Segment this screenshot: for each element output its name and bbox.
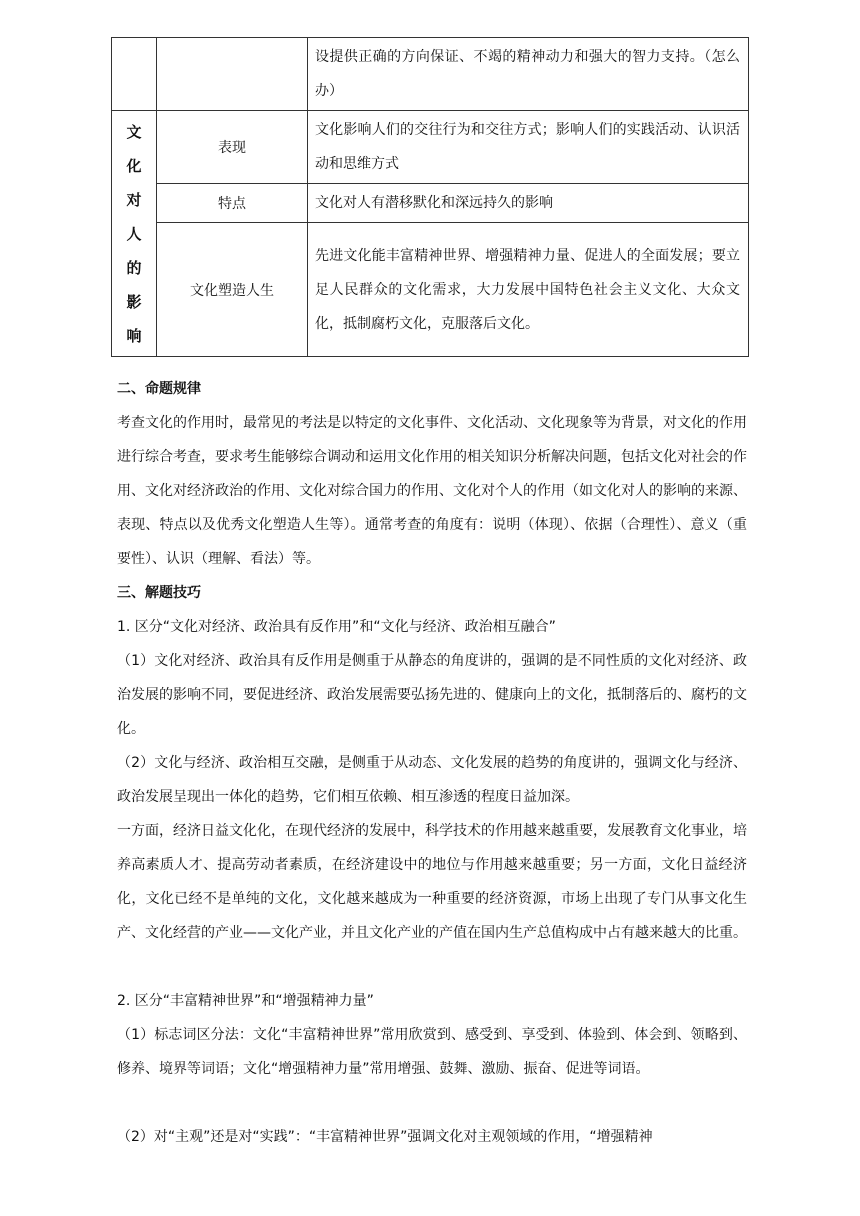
subheading: 2. 区分“丰富精神世界”和“增强精神力量” bbox=[117, 993, 374, 1009]
table-row bbox=[112, 223, 749, 357]
table-row bbox=[112, 184, 749, 223]
row-label: 特点 bbox=[157, 184, 308, 223]
table-row bbox=[112, 38, 749, 111]
row-label: 文化塑造人生 bbox=[157, 223, 308, 357]
paragraph: （2）对“主观”还是对“实践”：“丰富精神世界”强调文化对主观领域的作用，“增强精神 bbox=[117, 1129, 653, 1145]
group-label-char: 文 bbox=[126, 122, 142, 141]
group-label-char: 人 bbox=[126, 224, 142, 243]
group-label-char: 的 bbox=[126, 258, 142, 277]
group-label-char: 对 bbox=[126, 190, 142, 209]
empty-cell bbox=[112, 38, 157, 111]
section-heading: 三、解题技巧 bbox=[117, 585, 201, 601]
subheading: 1. 区分“文化对经济、政治具有反作用”和“文化与经济、政治相互融合” bbox=[117, 619, 556, 635]
culture-impact-table bbox=[111, 37, 749, 357]
paragraph: 考查文化的作用时，最常见的考法是以特定的文化事件、文化活动、文化现象等为背景，对文化的作用进行综合考查，要求考生能够综合调动和运用文化作用的相关知识分析解决问题，包括文化对社会的作用、文化对经济政治的作用、文化对综合国力的作用、文化对个人的作用（如文化对人的影响的来源、表现、特点以及优秀文化塑造人生等）。通常考查的角度有：说明（体现）、依据（合理性）、意义（重要性）、认识（理解、看法）等。 bbox=[117, 415, 747, 567]
paragraph: （1）文化对经济、政治具有反作用是侧重于从静态的角度讲的，强调的是不同性质的文化对经济、政治发展的影响不同，要促进经济、政治发展需要弘扬先进的、健康向上的文化，抵制落后的、腐朽的文化。 bbox=[117, 653, 747, 737]
row-label: 表现 bbox=[157, 111, 308, 184]
table-cell-text: 文化影响人们的交往行为和交往方式；影响人们的实践活动、认识活动和思维方式 bbox=[308, 111, 749, 184]
table-cell-text: 设提供正确的方向保证、不竭的精神动力和强大的智力支持。（怎么办） bbox=[308, 38, 749, 111]
section-heading: 二、命题规律 bbox=[117, 381, 201, 397]
paragraph: 一方面，经济日益文化化，在现代经济的发展中，科学技术的作用越来越重要，发展教育文化事业，培养高素质人才、提高劳动者素质，在经济建设中的地位与作用越来越重要；另一方面，文化日益经济化，文化已经不是单纯的文化，文化越来越成为一种重要的经济资源，市场上出现了专门从事文化生产、文化经营的产业——文化产业，并且文化产业的产值在国内生产总值构成中占有越来越大的比重。 bbox=[117, 823, 747, 941]
group-label-char: 化 bbox=[126, 156, 142, 175]
group-label-char: 响 bbox=[126, 326, 142, 345]
group-label-cell bbox=[112, 111, 157, 357]
empty-cell bbox=[157, 38, 308, 111]
table-row bbox=[112, 111, 749, 184]
table-cell-text: 先进文化能丰富精神世界、增强精神力量、促进人的全面发展；要立足人民群众的文化需求，大力发展中国特色社会主义文化、大众文化，抵制腐朽文化，克服落后文化。 bbox=[308, 223, 749, 357]
paragraph: （1）标志词区分法：文化“丰富精神世界”常用欣赏到、感受到、享受到、体验到、体会到、领略到、修养、境界等词语；文化“增强精神力量”常用增强、鼓舞、激励、振奋、促进等词语。 bbox=[117, 1027, 747, 1077]
paragraph: （2）文化与经济、政治相互交融，是侧重于从动态、文化发展的趋势的角度讲的，强调文化与经济、政治发展呈现出一体化的趋势，它们相互依赖、相互渗透的程度日益加深。 bbox=[117, 755, 747, 805]
group-label-char: 影 bbox=[126, 292, 142, 311]
table-cell-text: 文化对人有潜移默化和深远持久的影响 bbox=[308, 184, 749, 223]
